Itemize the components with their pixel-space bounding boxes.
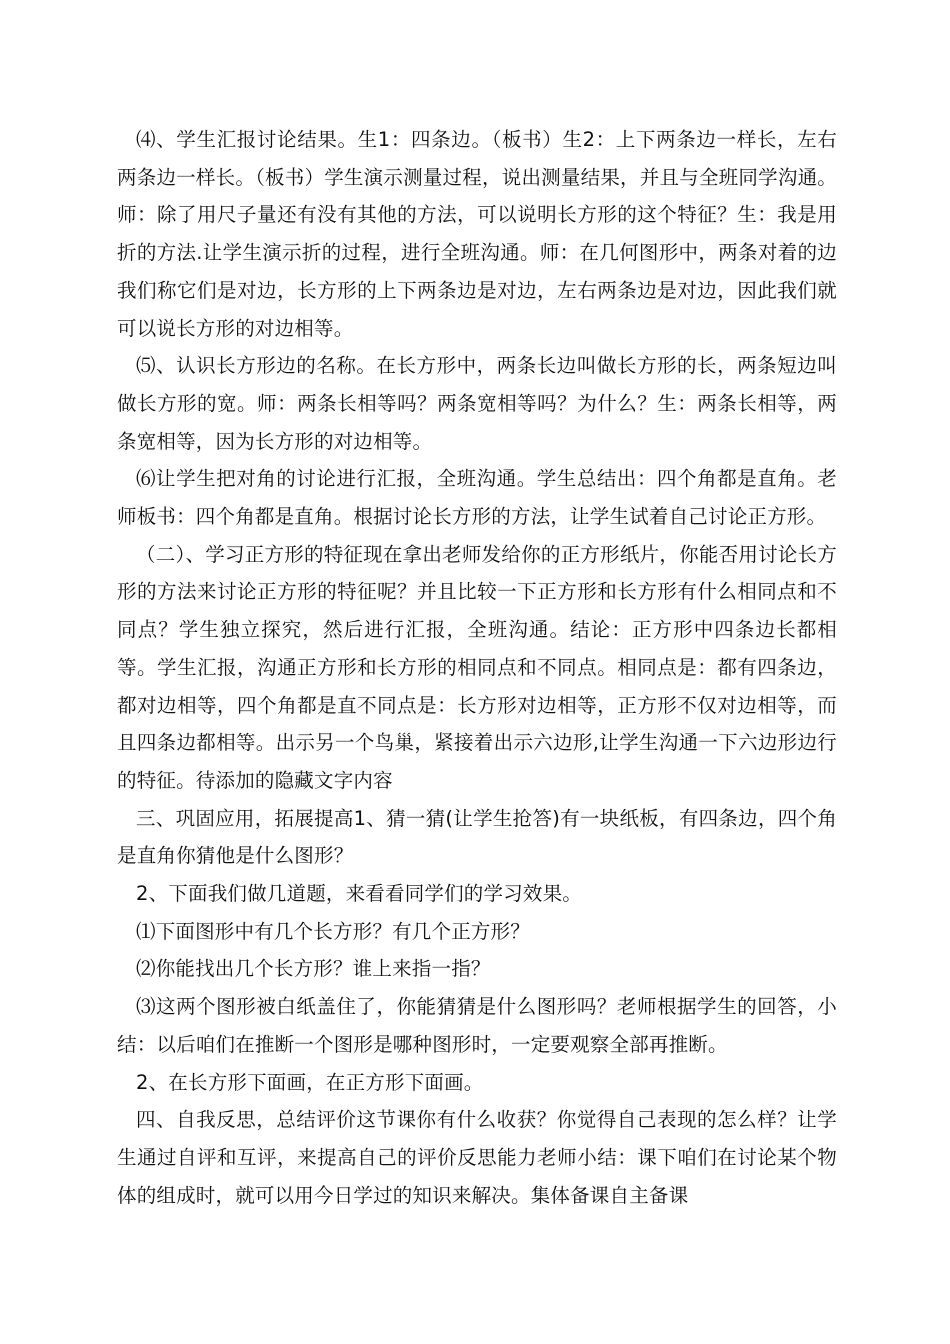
paragraph-report-sides: ⑷、学生汇报讨论结果。生1：四条边。（板书）生2：上下两条边一样长，左右两条边一样长。（板书）学生演示测量过程，说出测量结果，并且与全班同学沟通。师：除了用尺子量还有没有其他的方法，可以说明长方形的这个特征？生：我是用折的方法.让学生演示折的过程，进行全班沟通。师：在几何图形中，两条对着的边我们称它们是对边，长方形的上下两条边是对边，左右两条边是对边，因此我们就可以说长方形的对边相等。 [117, 128, 837, 340]
paragraph-exercise-2: ⑵你能找出几个长方形？谁上来指一指？ [136, 957, 491, 981]
paragraph-reflection: 四、自我反思，总结评价这节课你有什么收获？你觉得自己表现的怎么样？让学生通过自评和互评，来提高自己的评价反思能力老师小结：课下咱们在讨论某个物体的组成时，就可以用今日学过的知识来解决。集体备课自主备课 [117, 1108, 837, 1207]
paragraph-right-angles: ⑹让学生把对角的讨论进行汇报，全班沟通。学生总结出：四个角都是直角。老师板书：四个角都是直角。根据讨论长方形的方法，让学生试着自己讨论正方形。 [117, 467, 837, 529]
paragraph-side-names: ⑸、认识长方形边的名称。在长方形中，两条长边叫做长方形的长，两条短边叫做长方形的宽。师：两条长相等吗？两条宽相等吗？为什么？生：两条长相等，两条宽相等，因为长方形的对边相等。 [117, 354, 837, 453]
paragraph-exercise-3: ⑶这两个图形被白纸盖住了，你能猜猜是什么图形吗？老师根据学生的回答，小结：以后咱们在推断一个图形是哪种图形时，一定要观察全部再推断。 [117, 995, 837, 1056]
paragraph-exercises-intro: 2、下面我们做几道题，来看看同学们的学习效果。 [136, 882, 583, 906]
document-body [117, 121, 837, 1214]
paragraph-exercise-1: ⑴下面图形中有几个长方形？有几个正方形？ [136, 919, 531, 943]
paragraph-drawing-task: 2、在长方形下面画，在正方形下面画。 [136, 1070, 484, 1094]
paragraph-square-features: （二）、学习正方形的特征现在拿出老师发给你的正方形纸片，你能否用讨论长方形的方法来讨论正方形的特征呢？并且比较一下正方形和长方形有什么相同点和不同点？学生独立探究，然后进行汇报，全班沟通。结论：正方形中四条边长都相等。学生汇报，沟通正方形和长方形的相同点和不同点。相同点是：都有四条边，都对边相等，四个角都是直不同点是：长方形对边相等，正方形不仅对边相等，而且四条边都相等。出示另一个鸟巢，紧接着出示六边形,让学生沟通一下六边形边行的特征。待添加的隐藏文字内容 [117, 542, 837, 792]
paragraph-consolidation: 三、巩固应用，拓展提高1、猜一猜(让学生抢答)有一块纸板，有四条边，四个角是直角你猜他是什么图形？ [117, 806, 837, 868]
